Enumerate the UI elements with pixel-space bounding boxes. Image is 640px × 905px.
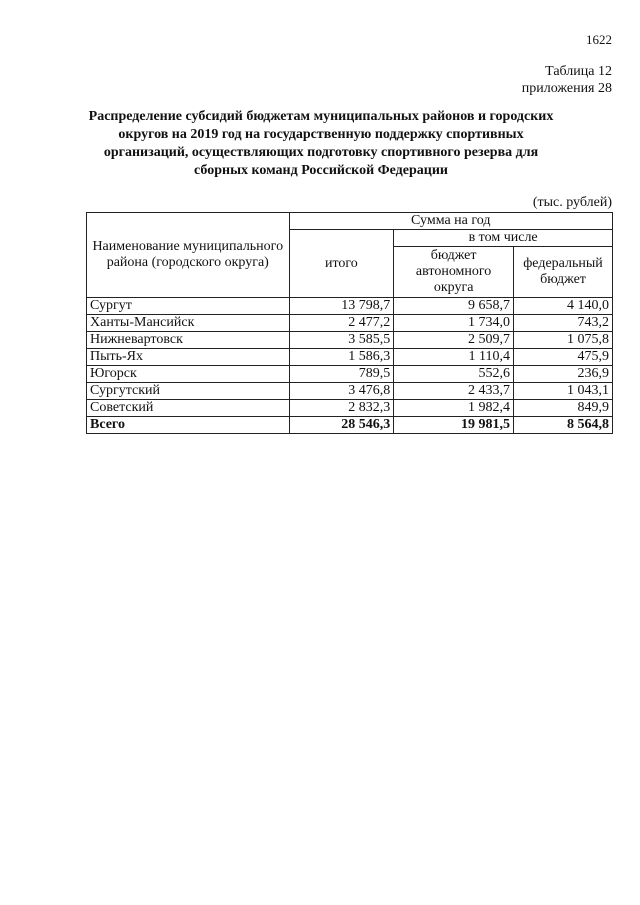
row-name: Сургут — [87, 298, 290, 315]
header-including: в том числе — [394, 230, 613, 247]
subsidy-table — [86, 212, 613, 434]
row-name: Ханты-Мансийск — [87, 315, 290, 332]
table-row — [87, 366, 613, 383]
table-row — [87, 400, 613, 417]
table-row — [87, 332, 613, 349]
row-total: 2 477,2 — [289, 315, 394, 332]
row-okrug: 1 982,4 — [394, 400, 514, 417]
table-reference — [522, 63, 612, 97]
row-total: 13 798,7 — [289, 298, 394, 315]
row-name: Югорск — [87, 366, 290, 383]
header-federal-budget: федеральный бюджет — [514, 247, 613, 298]
total-total: 28 546,3 — [289, 417, 394, 434]
row-total: 3 476,8 — [289, 383, 394, 400]
appendix-reference: приложения 28 — [521, 81, 612, 96]
row-total: 1 586,3 — [289, 349, 394, 366]
header-sum-per-year: Сумма на год — [289, 213, 612, 230]
page-number: 1622 — [586, 32, 612, 47]
table-row — [87, 349, 613, 366]
row-total: 3 585,5 — [289, 332, 394, 349]
total-federal: 8 564,8 — [514, 417, 613, 434]
units-note: (тыс. рублей) — [532, 195, 612, 210]
row-okrug: 552,6 — [394, 366, 514, 383]
row-name: Советский — [87, 400, 290, 417]
row-name: Нижневартовск — [87, 332, 290, 349]
table-total-row — [87, 417, 613, 434]
row-federal: 4 140,0 — [514, 298, 613, 315]
total-name: Всего — [87, 417, 290, 434]
row-federal: 849,9 — [514, 400, 613, 417]
row-name: Пыть-Ях — [87, 349, 290, 366]
row-total: 2 832,3 — [289, 400, 394, 417]
row-okrug: 2 509,7 — [394, 332, 514, 349]
row-okrug: 2 433,7 — [394, 383, 514, 400]
table-row — [87, 383, 613, 400]
row-federal: 1 075,8 — [514, 332, 613, 349]
row-federal: 743,2 — [514, 315, 613, 332]
row-total: 789,5 — [289, 366, 394, 383]
header-total: итого — [289, 230, 394, 298]
row-federal: 1 043,1 — [514, 383, 613, 400]
document-title: Распределение субсидий бюджетам муниципальных районов и городских округов на 2019 год на государственную поддержку спортивных организаций, осуществляющих подготовку спортивного резерва для сборных команд Российской Федерации — [88, 109, 554, 178]
table-number: Таблица 12 — [545, 64, 612, 79]
row-federal: 475,9 — [514, 349, 613, 366]
table-row — [87, 315, 613, 332]
row-okrug: 1 110,4 — [394, 349, 514, 366]
table-row — [87, 298, 613, 315]
header-okrug-budget: бюджет автономного округа — [394, 247, 514, 298]
row-name: Сургутский — [87, 383, 290, 400]
row-federal: 236,9 — [514, 366, 613, 383]
row-okrug: 9 658,7 — [394, 298, 514, 315]
total-okrug: 19 981,5 — [394, 417, 514, 434]
header-name: Наименование муниципального района (городского округа) — [87, 213, 290, 298]
row-okrug: 1 734,0 — [394, 315, 514, 332]
